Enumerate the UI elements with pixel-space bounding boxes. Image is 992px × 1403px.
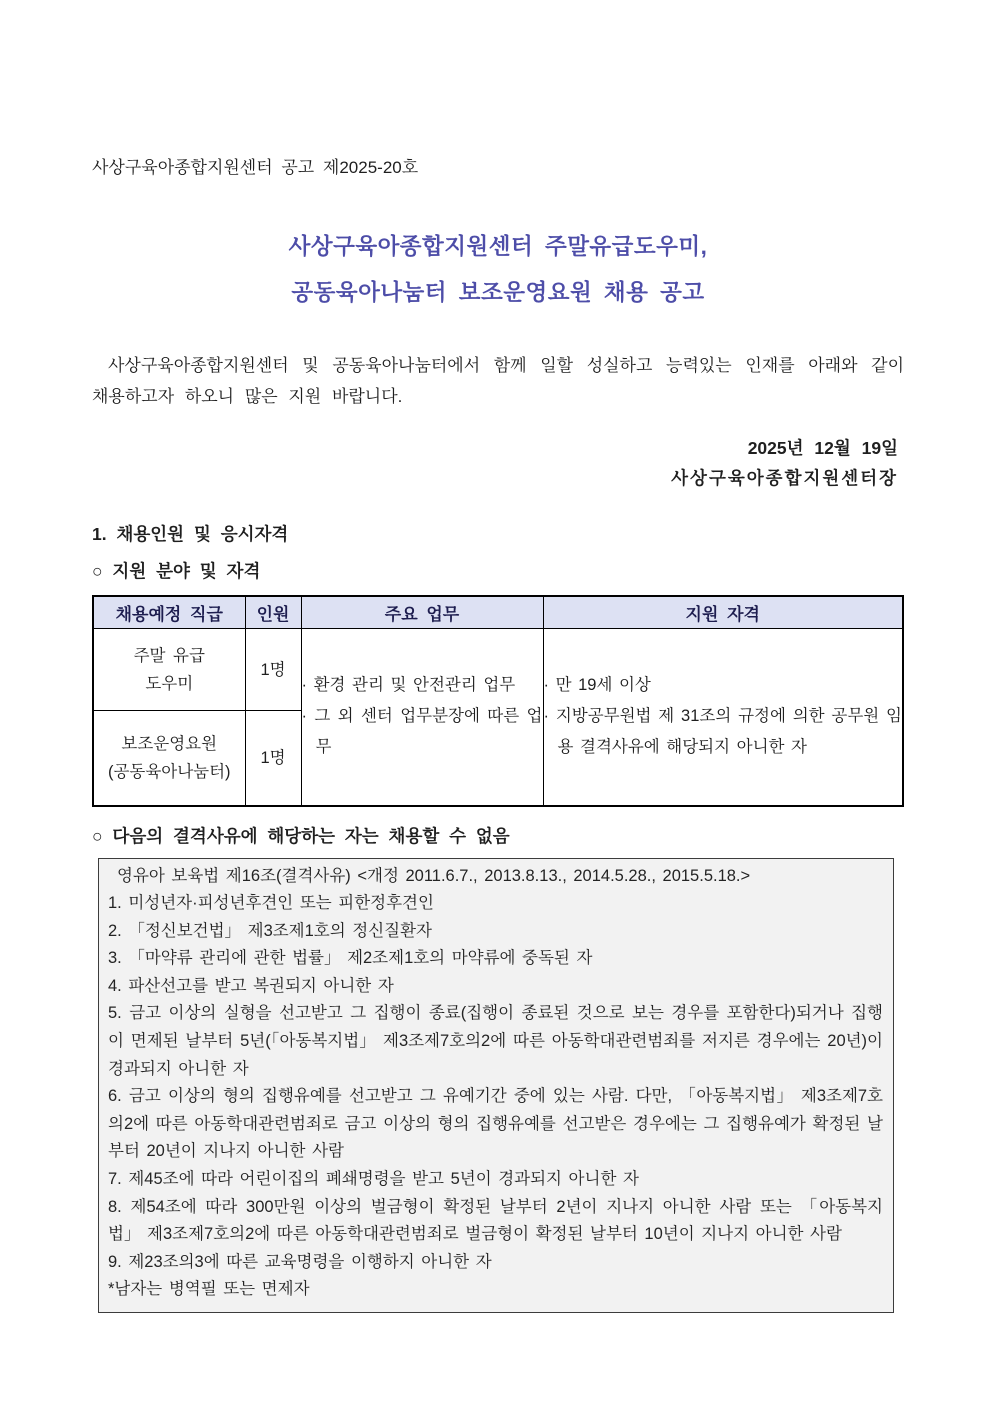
law-item: 1. 미성년자·피성년후견인 또는 피한정후견인	[108, 894, 434, 913]
law-item: 5. 금고 이상의 실형을 선고받고 그 집행이 종료(집행이 종료된 것으로 보는 경우를 포함한다)되거나 집행이 면제된 날부터 5년(「아동복지법」 제3조제7호의2에 따른 아동학대관련범죄를 저지른 경우에는 20년)이 경과되지 아니한 자	[108, 1004, 883, 1078]
law-item: 7. 제45조에 따라 어린이집의 폐쇄명령을 받고 5년이 경과되지 아니한 자	[108, 1170, 639, 1189]
law-item: 6. 금고 이상의 형의 집행유예를 선고받고 그 유예기간 중에 있는 사람. 다만, 「아동복지법」 제3조제7호의2에 따른 아동학대관련범죄로 금고 이상의 형의 집행유예를 선고받은 경우에는 그 집행유예가 확정된 날부터 20년이 지나지 아니한 사람	[108, 1087, 883, 1161]
law-item: 3. 「마약류 관리에 관한 법률」 제2조제1호의 마약류에 중독된 자	[108, 949, 593, 968]
col-header-position: 채용예정 직급	[93, 596, 245, 629]
duty-item: · 환경 관리 및 안전관리 업무	[301, 676, 516, 695]
law-item: 2. 「정신보건법」 제3조제1호의 정신질환자	[108, 921, 432, 940]
position-1-line2: 도우미	[145, 674, 194, 693]
section1-heading: 1. 채용인원 및 응시자격	[92, 524, 289, 544]
duty-item: · 그 외 센터 업무분장에 따른 업무	[301, 707, 543, 757]
sub-heading-disqualification: ○ 다음의 결격사유에 해당하는 자는 채용할 수 없음	[92, 825, 510, 846]
position-2-line2: (공동육아나눔터)	[107, 762, 231, 781]
cell-position-2	[93, 711, 245, 806]
doc-number: 사상구육아종합지원센터 공고 제2025-20호	[92, 158, 419, 177]
law-box-footnote: *남자는 병역필 또는 면제자	[108, 1280, 310, 1299]
sub-heading-fields: ○ 지원 분야 및 자격	[92, 561, 261, 581]
qualification-item: · 지방공무원법 제 31조의 규정에 의한 공무원 임용 결격사유에 해당되지 아니한 자	[543, 707, 902, 757]
col-header-duties: 주요 업무	[301, 596, 543, 629]
law-item: 9. 제23조의3에 따른 교육명령을 이행하지 아니한 자	[108, 1252, 492, 1271]
col-header-count: 인원	[245, 596, 301, 629]
cell-duties	[301, 629, 543, 806]
cell-count-2: 1명	[245, 711, 301, 806]
announcement-signer: 사상구육아종합지원센터장	[671, 468, 898, 488]
recruitment-table-header	[93, 596, 903, 629]
law-box-heading: 영유아 보육법 제16조(결격사유) <개정 2011.6.7., 2013.8.13., 2014.5.28., 2015.5.18.>	[117, 866, 751, 885]
position-1-line1: 주말 유급	[133, 646, 205, 665]
table-row	[93, 629, 903, 711]
page-title-line2: 공동육아나눔터 보조운영요원 채용 공고	[291, 280, 705, 305]
recruitment-table	[92, 595, 904, 807]
cell-position-1	[93, 629, 245, 711]
intro-paragraph: 사상구육아종합지원센터 및 공동육아나눔터에서 함께 일할 성실하고 능력있는 인재를 아래와 같이 채용하고자 하오니 많은 지원 바랍니다.	[92, 356, 904, 406]
position-2-line1: 보조운영요원	[121, 734, 218, 753]
law-item: 4. 파산선고를 받고 복권되지 아니한 자	[108, 976, 394, 995]
page-title	[92, 224, 904, 316]
disqualification-box	[98, 858, 894, 1314]
page-title-line1: 사상구육아종합지원센터 주말유급도우미,	[288, 234, 708, 259]
col-header-qualification: 지원 자격	[543, 596, 903, 629]
cell-count-1: 1명	[245, 629, 301, 711]
law-item: 8. 제54조에 따라 300만원 이상의 벌금형이 확정된 날부터 2년이 지나지 아니한 사람 또는 「아동복지법」 제3조제7호의2에 따른 아동학대관련범죄로 벌금형이 확정된 날부터 10년이 지나지 아니한 사람	[108, 1197, 883, 1244]
signature-block	[92, 433, 904, 493]
announcement-date: 2025년 12월 19일	[747, 438, 898, 458]
cell-qualifications	[543, 629, 903, 806]
qualification-item: · 만 19세 이상	[543, 676, 651, 695]
